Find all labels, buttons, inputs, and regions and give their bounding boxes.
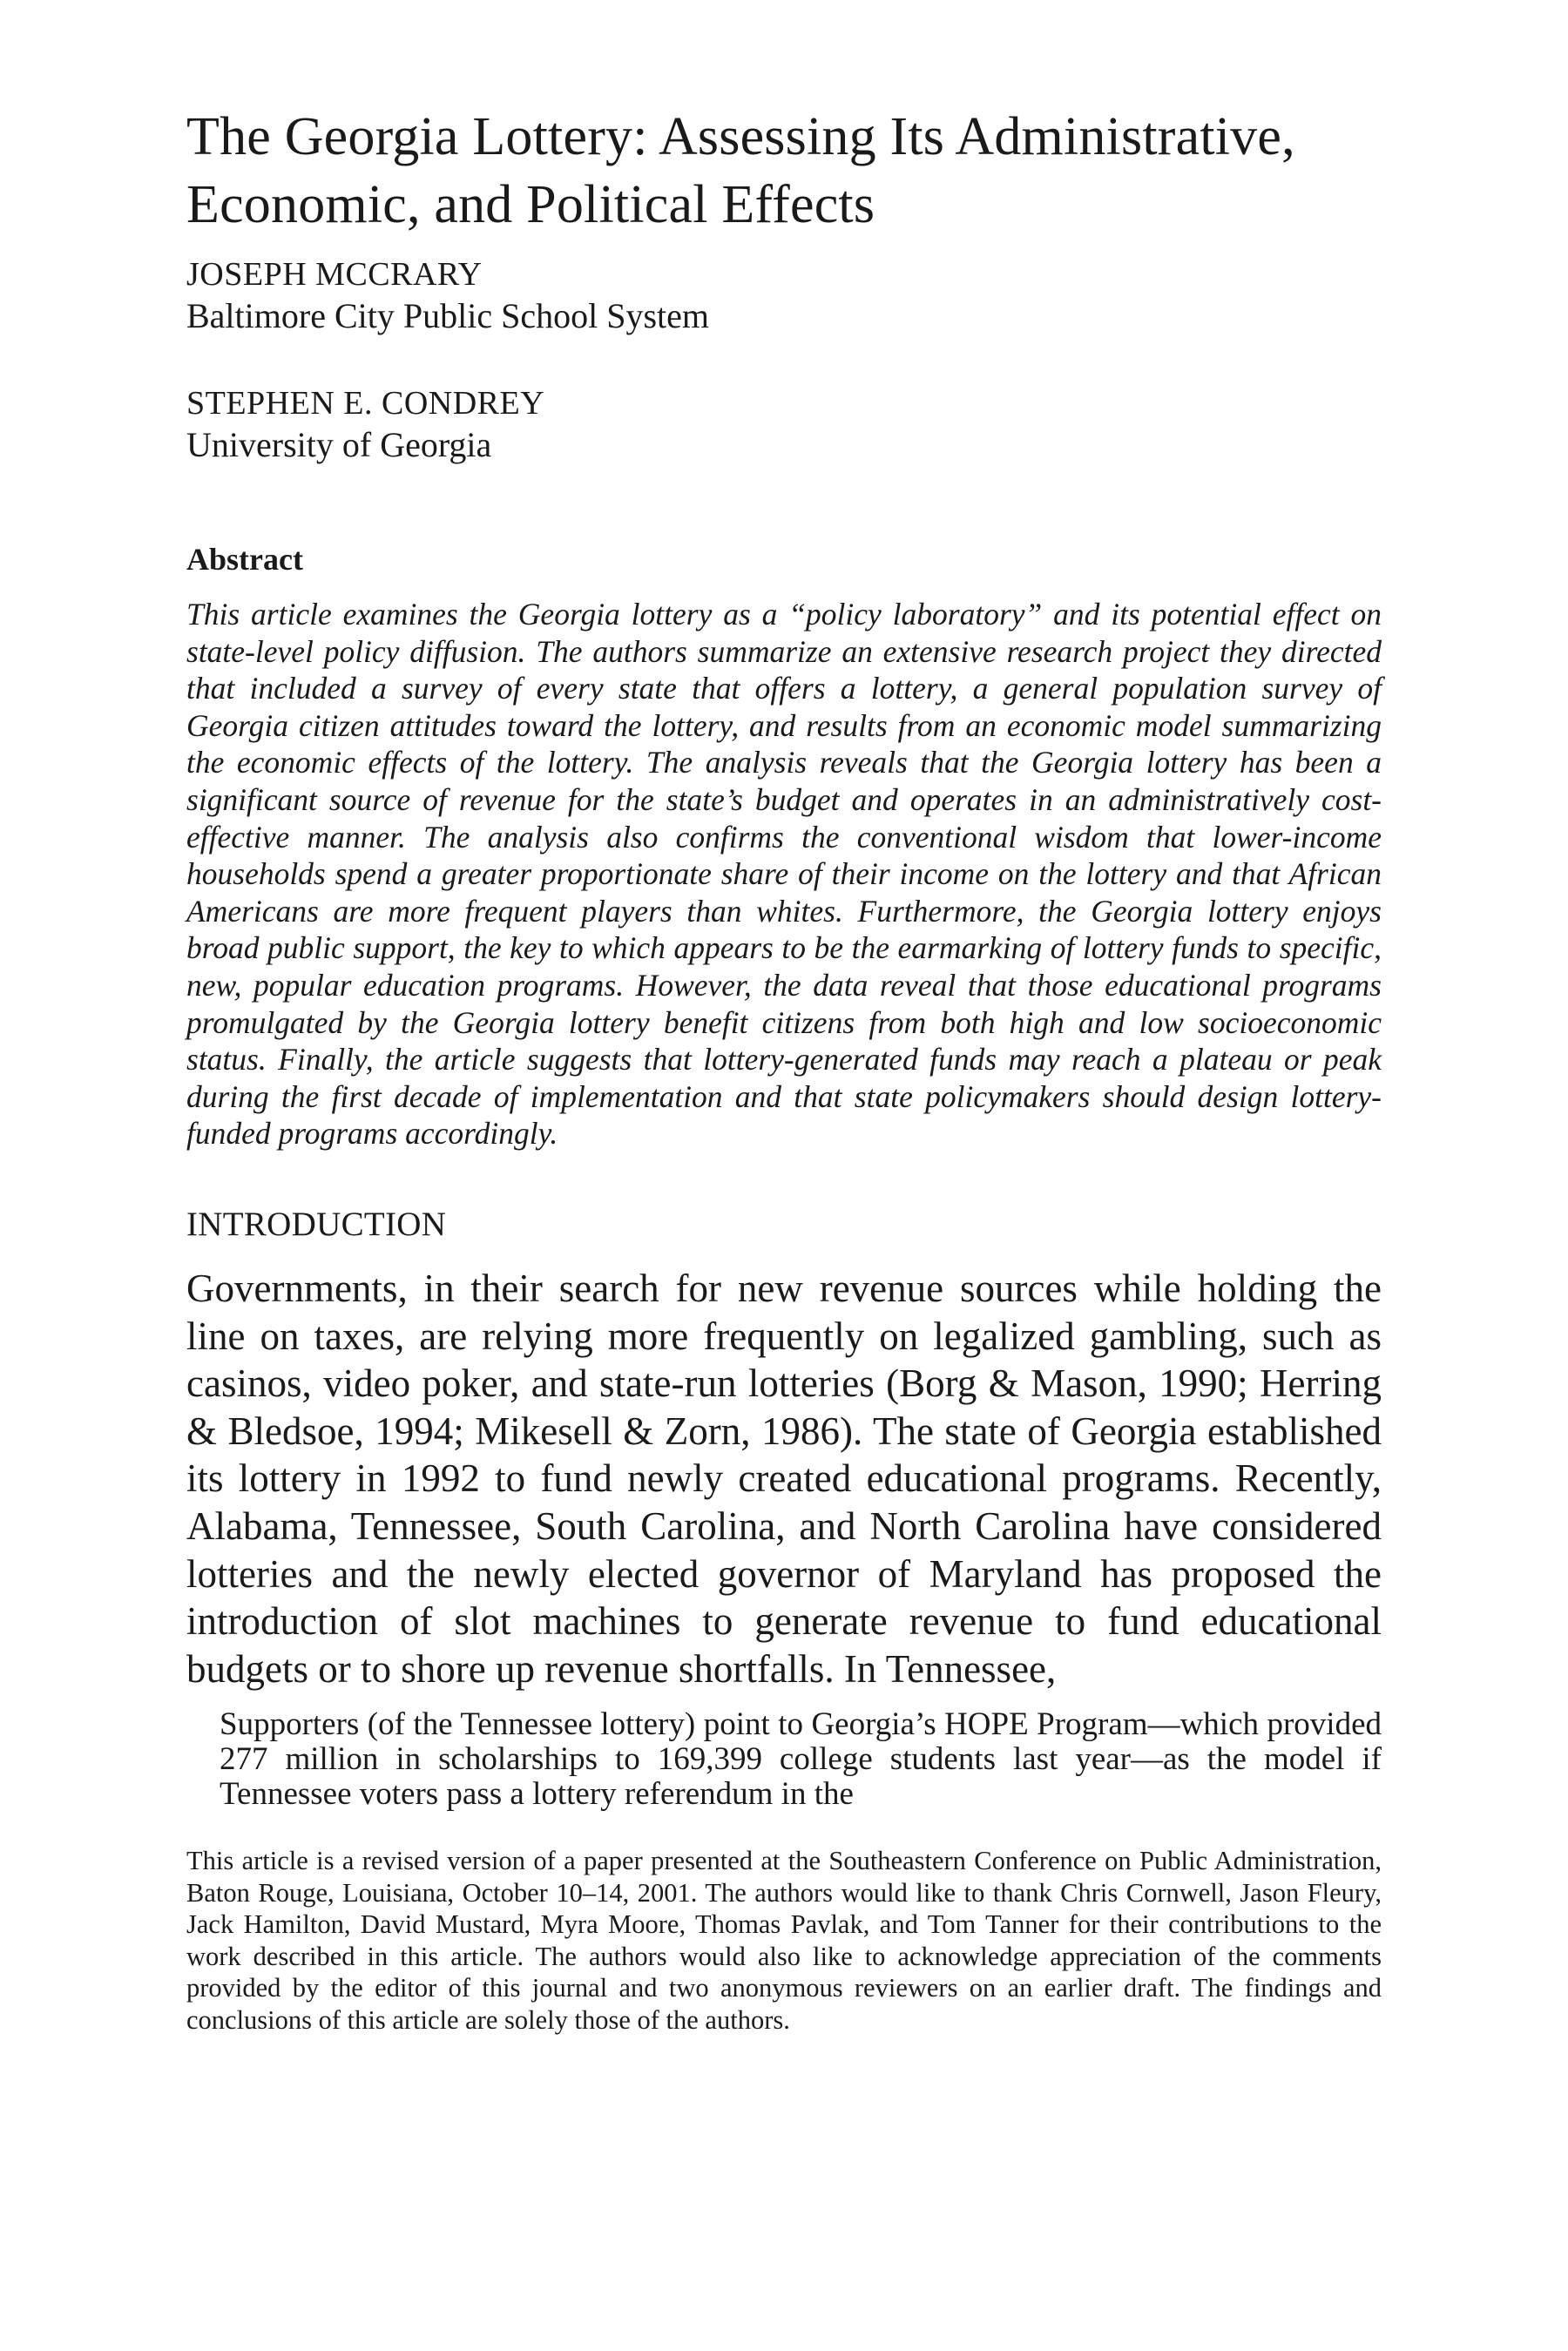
block-quote: Supporters (of the Tennessee lottery) point to Georgia’s HOPE Program—which provided 277 million in scholarships to 169,399 college students last year—as the model if Tennessee voters pass a lottery referendum in the [220, 1706, 1382, 1812]
abstract-heading: Abstract [186, 542, 303, 577]
introduction-paragraph: Governments, in their search for new revenue sources while holding the line on taxes, are relying more frequently on legalized gambling, such as casinos, video poker, and state-run lotteries (Borg & Mason, 1990; Herring & Bledsoe, 1994; Mikesell & Zorn, 1986). The state of Georgia established its lottery in 1992 to fund newly created educational programs. Recently, Alabama, Tennessee, South Carolina, and North Carolina have considered lotteries and the newly elected governor of Maryland has proposed the introduction of slot machines to generate revenue to fund educational budgets or to shore up revenue shortfalls. In Tennessee, [186, 1267, 1382, 1691]
author-affiliation: Baltimore City Public School System [186, 296, 709, 335]
article-title: The Georgia Lottery: Assessing Its Administrative, Economic, and Political Effects [186, 107, 1295, 234]
section-heading-introduction: INTRODUCTION [186, 1206, 447, 1243]
author-affiliation: University of Georgia [186, 425, 492, 464]
author-footnote: This article is a revised version of a paper presented at the Southeastern Conference on Public Administration, Baton Rouge, Louisiana, October 10–14, 2001. The authors would like to thank Chris Cornwell, Jason Fleury, Jack Hamilton, David Mustard, Myra Moore, Thomas Pavlak, and Tom Tanner for their contributions to the work described in this article. The authors would also like to acknowledge appreciation of the comments provided by the editor of this journal and two anonymous reviewers on an earlier draft. The findings and conclusions of this article are solely those of the authors. [186, 1846, 1382, 2035]
author-block-2 [186, 383, 1382, 467]
author-block-1 [186, 254, 1382, 338]
author-name: STEPHEN E. CONDREY [186, 385, 545, 422]
abstract-text: This article examines the Georgia lottery as a “policy laboratory” and its potential effect on state-level policy diffusion. The authors summarize an extensive research project they directed that included a survey of every state that offers a lottery, a general population survey of Georgia citizen attitudes toward the lottery, and results from an economic model summarizing the economic effects of the lottery. The analysis reveals that the Georgia lottery has been a significant source of revenue for the state’s budget and operates in an administratively cost-effective manner. The analysis also confirms the conventional wisdom that lower-income households spend a greater proportionate share of their income on the lottery and that African Americans are more frequent players than whites. Furthermore, the Georgia lottery enjoys broad public support, the key to which appears to be the earmarking of lottery funds to specific, new, popular education programs. However, the data reveal that those educational programs promulgated by the Georgia lottery benefit citizens from both high and low socioeconomic status. Finally, the article suggests that lottery-generated funds may reach a plateau or peak during the first decade of implementation and that state policymakers should design lottery-funded programs accordingly. [186, 597, 1382, 1152]
author-name: JOSEPH MCCRARY [186, 256, 483, 293]
